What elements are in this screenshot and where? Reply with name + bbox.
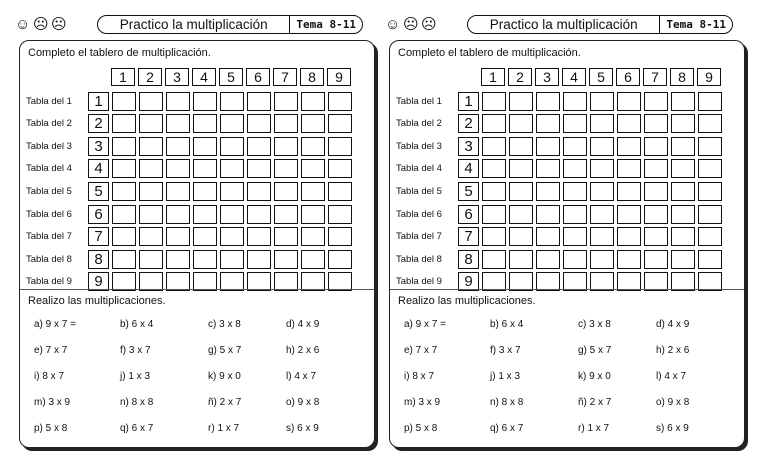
operation-item: g) 5 x 7 — [208, 345, 242, 356]
title-banner — [97, 15, 363, 34]
answer-cell[interactable] — [112, 250, 136, 269]
answer-cell[interactable] — [617, 227, 641, 246]
table-row — [26, 249, 352, 269]
row-label: Tabla del 9 — [396, 276, 442, 288]
worksheet-left — [15, 0, 383, 466]
column-number: 8 — [670, 68, 694, 86]
answer-cell[interactable] — [563, 137, 587, 156]
operation-item: o) 9 x 8 — [286, 397, 320, 408]
table-row — [396, 181, 722, 201]
table-instruction: Completo el tablero de multiplicación. — [398, 47, 581, 59]
row-label: Tabla del 8 — [396, 253, 442, 265]
answer-cell[interactable] — [166, 227, 190, 246]
answer-cell[interactable] — [563, 159, 587, 178]
row-label: Tabla del 7 — [26, 231, 72, 243]
answer-cell[interactable] — [112, 159, 136, 178]
answer-cell[interactable] — [301, 205, 325, 224]
answer-cell[interactable] — [247, 137, 271, 156]
operation-item: m) 3 x 9 — [404, 397, 441, 408]
operation-item: n) 8 x 8 — [490, 397, 524, 408]
answer-cell[interactable] — [193, 227, 217, 246]
operations-instruction: Realizo las multiplicaciones. — [28, 295, 166, 307]
answer-cell[interactable] — [698, 205, 722, 224]
answer-cell[interactable] — [590, 182, 614, 201]
answer-cell[interactable] — [166, 137, 190, 156]
answer-cell[interactable] — [509, 92, 533, 111]
operation-item: j) 1 x 3 — [490, 371, 521, 382]
answer-cell[interactable] — [509, 137, 533, 156]
answer-cell[interactable] — [274, 182, 298, 201]
operation-item: r) 1 x 7 — [578, 423, 610, 434]
answer-cell[interactable] — [166, 159, 190, 178]
answer-cell[interactable] — [301, 159, 325, 178]
answer-cell[interactable] — [220, 159, 244, 178]
answer-cell[interactable] — [220, 205, 244, 224]
sad-face-icon[interactable]: ☹ — [51, 16, 73, 33]
answer-cell[interactable] — [482, 92, 506, 111]
answer-cell[interactable] — [644, 182, 668, 201]
answer-cell[interactable] — [563, 114, 587, 133]
answer-cell[interactable] — [166, 182, 190, 201]
answer-cell[interactable] — [247, 250, 271, 269]
operation-item: p) 5 x 8 — [404, 423, 438, 434]
answer-cell[interactable] — [139, 182, 163, 201]
operation-item: q) 6 x 7 — [490, 423, 524, 434]
answer-cell[interactable] — [644, 250, 668, 269]
operation-item: a) 9 x 7 = — [34, 319, 76, 330]
answer-cell[interactable] — [301, 227, 325, 246]
answer-cell[interactable] — [139, 92, 163, 111]
operation-item: b) 6 x 4 — [490, 319, 524, 330]
answer-cell[interactable] — [644, 114, 668, 133]
answer-cell[interactable] — [220, 114, 244, 133]
answer-cell[interactable] — [563, 227, 587, 246]
row-label: Tabla del 3 — [396, 140, 442, 152]
answer-cells — [112, 182, 352, 201]
answer-cell[interactable] — [563, 205, 587, 224]
row-number: 6 — [458, 205, 479, 224]
answer-cells — [482, 137, 722, 156]
answer-cell[interactable] — [112, 227, 136, 246]
answer-cell[interactable] — [509, 114, 533, 133]
answer-cell[interactable] — [220, 250, 244, 269]
answer-cell[interactable] — [301, 137, 325, 156]
answer-cell[interactable] — [193, 159, 217, 178]
sad-face-icon[interactable]: ☹ — [421, 16, 443, 33]
operation-item: o) 9 x 8 — [656, 397, 690, 408]
answer-cells — [112, 92, 352, 111]
answer-cells — [482, 250, 722, 269]
row-number: 7 — [458, 227, 479, 246]
answer-cell[interactable] — [274, 250, 298, 269]
answer-cells — [112, 114, 352, 133]
answer-cell[interactable] — [247, 92, 271, 111]
answer-cell[interactable] — [536, 137, 560, 156]
row-number: 5 — [88, 182, 109, 201]
row-label: Tabla del 8 — [26, 253, 72, 265]
operation-item: a) 9 x 7 = — [404, 319, 446, 330]
operation-item: h) 2 x 6 — [286, 345, 320, 356]
answer-cell[interactable] — [671, 137, 695, 156]
operation-item: j) 1 x 3 — [120, 371, 151, 382]
answer-cell[interactable] — [482, 250, 506, 269]
smiley-face-icon[interactable]: ☺ — [15, 16, 37, 33]
answer-cell[interactable] — [563, 182, 587, 201]
operation-item: c) 3 x 8 — [208, 319, 241, 330]
column-number: 6 — [246, 68, 270, 86]
operation-item: p) 5 x 8 — [34, 423, 68, 434]
answer-cell[interactable] — [698, 114, 722, 133]
column-number: 1 — [111, 68, 135, 86]
answer-cell[interactable] — [644, 205, 668, 224]
answer-cell[interactable] — [698, 250, 722, 269]
row-label: Tabla del 2 — [26, 118, 72, 130]
row-label: Tabla del 4 — [26, 163, 72, 175]
table-row — [26, 159, 352, 179]
column-number: 4 — [192, 68, 216, 86]
column-number: 5 — [219, 68, 243, 86]
answer-cell[interactable] — [617, 92, 641, 111]
answer-cell[interactable] — [139, 205, 163, 224]
answer-cell[interactable] — [247, 159, 271, 178]
answer-cell[interactable] — [509, 159, 533, 178]
answer-cells — [112, 205, 352, 224]
answer-cell[interactable] — [274, 227, 298, 246]
answer-cell[interactable] — [644, 92, 668, 111]
row-label: Tabla del 5 — [26, 185, 72, 197]
exercise-card — [19, 40, 375, 448]
column-number: 4 — [562, 68, 586, 86]
answer-cell[interactable] — [193, 92, 217, 111]
row-number: 2 — [88, 114, 109, 133]
exercise-card — [389, 40, 745, 448]
answer-cell[interactable] — [328, 227, 352, 246]
worksheet-header — [15, 14, 375, 36]
operation-item: c) 3 x 8 — [578, 319, 611, 330]
answer-cell[interactable] — [536, 205, 560, 224]
operation-item: l) 4 x 7 — [286, 371, 317, 382]
answer-cell[interactable] — [617, 205, 641, 224]
operation-item: f) 3 x 7 — [490, 345, 521, 356]
answer-cell[interactable] — [671, 92, 695, 111]
smiley-face-icon[interactable]: ☺ — [385, 16, 407, 33]
row-label: Tabla del 9 — [26, 276, 72, 288]
column-number: 3 — [165, 68, 189, 86]
answer-cells — [482, 227, 722, 246]
table-row — [396, 204, 722, 224]
row-label: Tabla del 1 — [26, 95, 72, 107]
operation-item: ñ) 2 x 7 — [578, 397, 612, 408]
row-number: 7 — [88, 227, 109, 246]
rating-faces — [15, 14, 73, 36]
row-number: 9 — [458, 272, 479, 291]
table-row — [26, 204, 352, 224]
worksheet-title: Practico la multiplicación — [119, 17, 268, 32]
row-number: 8 — [458, 250, 479, 269]
answer-cell[interactable] — [536, 114, 560, 133]
answer-cell[interactable] — [112, 137, 136, 156]
answer-cell[interactable] — [193, 137, 217, 156]
answer-cell[interactable] — [247, 114, 271, 133]
answer-cell[interactable] — [328, 137, 352, 156]
operation-item: ñ) 2 x 7 — [208, 397, 242, 408]
section-divider — [20, 289, 374, 290]
table-row — [26, 227, 352, 247]
answer-cell[interactable] — [617, 159, 641, 178]
answer-cell[interactable] — [328, 205, 352, 224]
operation-item: m) 3 x 9 — [34, 397, 71, 408]
answer-cell[interactable] — [509, 205, 533, 224]
answer-cell[interactable] — [563, 92, 587, 111]
row-label: Tabla del 1 — [396, 95, 442, 107]
answer-cell[interactable] — [536, 182, 560, 201]
operation-item: i) 8 x 7 — [34, 371, 65, 382]
answer-cell[interactable] — [509, 250, 533, 269]
answer-cell[interactable] — [644, 159, 668, 178]
worksheet-title: Practico la multiplicación — [489, 17, 638, 32]
column-number: 9 — [697, 68, 721, 86]
row-number: 1 — [458, 92, 479, 111]
answer-cell[interactable] — [590, 114, 614, 133]
answer-cell[interactable] — [139, 159, 163, 178]
answer-cells — [112, 159, 352, 178]
row-number: 4 — [88, 159, 109, 178]
answer-cell[interactable] — [644, 227, 668, 246]
answer-cell[interactable] — [328, 92, 352, 111]
answer-cell[interactable] — [590, 92, 614, 111]
operation-item: g) 5 x 7 — [578, 345, 612, 356]
operation-item: r) 1 x 7 — [208, 423, 240, 434]
column-header-row — [111, 68, 351, 87]
answer-cells — [112, 250, 352, 269]
answer-cell[interactable] — [671, 205, 695, 224]
answer-cell[interactable] — [671, 182, 695, 201]
answer-cell[interactable] — [112, 114, 136, 133]
operation-item: s) 6 x 9 — [286, 423, 319, 434]
answer-cell[interactable] — [536, 159, 560, 178]
answer-cell[interactable] — [590, 205, 614, 224]
worksheet-right — [385, 0, 753, 466]
operation-item: e) 7 x 7 — [34, 345, 68, 356]
row-label: Tabla del 3 — [26, 140, 72, 152]
table-row — [396, 227, 722, 247]
row-label: Tabla del 6 — [26, 208, 72, 220]
rating-faces — [385, 14, 443, 36]
answer-cell[interactable] — [274, 159, 298, 178]
column-number: 7 — [643, 68, 667, 86]
operation-item: e) 7 x 7 — [404, 345, 438, 356]
row-number: 1 — [88, 92, 109, 111]
answer-cell[interactable] — [617, 137, 641, 156]
neutral-face-icon[interactable]: ☹ — [33, 16, 55, 33]
answer-cell[interactable] — [274, 114, 298, 133]
answer-cell[interactable] — [166, 92, 190, 111]
section-divider — [390, 289, 744, 290]
answer-cell[interactable] — [590, 137, 614, 156]
topic-label: Tema 8-11 — [289, 16, 362, 33]
row-number: 5 — [458, 182, 479, 201]
operation-item: h) 2 x 6 — [656, 345, 690, 356]
answer-cell[interactable] — [247, 205, 271, 224]
answer-cell[interactable] — [617, 114, 641, 133]
operation-item: d) 4 x 9 — [286, 319, 320, 330]
table-row — [26, 181, 352, 201]
operation-item: d) 4 x 9 — [656, 319, 690, 330]
neutral-face-icon[interactable]: ☹ — [403, 16, 425, 33]
answer-cell[interactable] — [482, 159, 506, 178]
column-number: 2 — [508, 68, 532, 86]
operation-item: f) 3 x 7 — [120, 345, 151, 356]
operation-item: b) 6 x 4 — [120, 319, 154, 330]
answer-cell[interactable] — [698, 182, 722, 201]
answer-cell[interactable] — [536, 250, 560, 269]
answer-cell[interactable] — [671, 227, 695, 246]
answer-cell[interactable] — [671, 159, 695, 178]
answer-cell[interactable] — [112, 182, 136, 201]
worksheet-header — [385, 14, 745, 36]
answer-cell[interactable] — [617, 182, 641, 201]
answer-cell[interactable] — [328, 159, 352, 178]
answer-cell[interactable] — [112, 205, 136, 224]
answer-cell[interactable] — [698, 137, 722, 156]
table-row — [396, 249, 722, 269]
table-row — [396, 91, 722, 111]
row-number: 4 — [458, 159, 479, 178]
answer-cells — [482, 92, 722, 111]
answer-cell[interactable] — [139, 137, 163, 156]
answer-cell[interactable] — [328, 182, 352, 201]
column-number: 5 — [589, 68, 613, 86]
row-number: 9 — [88, 272, 109, 291]
answer-cell[interactable] — [482, 227, 506, 246]
table-instruction: Completo el tablero de multiplicación. — [28, 47, 211, 59]
answer-cell[interactable] — [301, 92, 325, 111]
answer-cell[interactable] — [563, 250, 587, 269]
answer-cell[interactable] — [220, 92, 244, 111]
answer-cells — [482, 114, 722, 133]
answer-cell[interactable] — [301, 182, 325, 201]
answer-cell[interactable] — [112, 92, 136, 111]
answer-cell[interactable] — [698, 227, 722, 246]
row-label: Tabla del 6 — [396, 208, 442, 220]
answer-cell[interactable] — [193, 250, 217, 269]
column-number: 8 — [300, 68, 324, 86]
answer-cell[interactable] — [482, 182, 506, 201]
answer-cell[interactable] — [247, 182, 271, 201]
topic-label: Tema 8-11 — [659, 16, 732, 33]
column-number: 7 — [273, 68, 297, 86]
answer-cell[interactable] — [509, 182, 533, 201]
answer-cell[interactable] — [139, 227, 163, 246]
column-number: 1 — [481, 68, 505, 86]
answer-cell[interactable] — [193, 205, 217, 224]
answer-cell[interactable] — [193, 114, 217, 133]
answer-cell[interactable] — [220, 137, 244, 156]
row-number: 6 — [88, 205, 109, 224]
answer-cell[interactable] — [166, 205, 190, 224]
answer-cell[interactable] — [671, 250, 695, 269]
operation-item: n) 8 x 8 — [120, 397, 154, 408]
row-number: 8 — [88, 250, 109, 269]
operation-item: k) 9 x 0 — [208, 371, 241, 382]
answer-cells — [112, 137, 352, 156]
answer-cells — [482, 205, 722, 224]
answer-cell[interactable] — [166, 114, 190, 133]
row-number: 3 — [88, 137, 109, 156]
operation-item: q) 6 x 7 — [120, 423, 154, 434]
operation-item: i) 8 x 7 — [404, 371, 435, 382]
table-row — [396, 159, 722, 179]
answer-cell[interactable] — [166, 250, 190, 269]
operations-instruction: Realizo las multiplicaciones. — [398, 295, 536, 307]
answer-cells — [112, 227, 352, 246]
column-number: 2 — [138, 68, 162, 86]
answer-cell[interactable] — [139, 250, 163, 269]
operation-item: l) 4 x 7 — [656, 371, 687, 382]
row-label: Tabla del 7 — [396, 231, 442, 243]
answer-cell[interactable] — [274, 205, 298, 224]
answer-cell[interactable] — [671, 114, 695, 133]
operation-item: k) 9 x 0 — [578, 371, 611, 382]
answer-cell[interactable] — [247, 227, 271, 246]
column-header-row — [481, 68, 721, 87]
answer-cell[interactable] — [274, 92, 298, 111]
answer-cell[interactable] — [328, 114, 352, 133]
column-number: 6 — [616, 68, 640, 86]
answer-cell[interactable] — [536, 92, 560, 111]
row-label: Tabla del 5 — [396, 185, 442, 197]
row-number: 3 — [458, 137, 479, 156]
answer-cell[interactable] — [644, 137, 668, 156]
table-row — [396, 114, 722, 134]
operation-item: s) 6 x 9 — [656, 423, 689, 434]
answer-cell[interactable] — [274, 137, 298, 156]
answer-cell[interactable] — [220, 227, 244, 246]
row-label: Tabla del 4 — [396, 163, 442, 175]
answer-cells — [482, 182, 722, 201]
answer-cell[interactable] — [698, 92, 722, 111]
table-row — [26, 136, 352, 156]
answer-cell[interactable] — [220, 182, 244, 201]
answer-cell[interactable] — [590, 227, 614, 246]
title-banner — [467, 15, 733, 34]
table-row — [26, 91, 352, 111]
answer-cell[interactable] — [301, 114, 325, 133]
answer-cell[interactable] — [482, 205, 506, 224]
row-number: 2 — [458, 114, 479, 133]
table-row — [26, 114, 352, 134]
column-number: 3 — [535, 68, 559, 86]
row-label: Tabla del 2 — [396, 118, 442, 130]
answer-cell[interactable] — [590, 250, 614, 269]
answer-cell[interactable] — [193, 182, 217, 201]
column-number: 9 — [327, 68, 351, 86]
answer-cell[interactable] — [536, 227, 560, 246]
answer-cell[interactable] — [509, 227, 533, 246]
answer-cells — [482, 159, 722, 178]
table-row — [396, 136, 722, 156]
answer-cell[interactable] — [301, 250, 325, 269]
answer-cell[interactable] — [482, 114, 506, 133]
answer-cell[interactable] — [328, 250, 352, 269]
answer-cell[interactable] — [590, 159, 614, 178]
answer-cell[interactable] — [698, 159, 722, 178]
answer-cell[interactable] — [482, 137, 506, 156]
answer-cell[interactable] — [617, 250, 641, 269]
answer-cell[interactable] — [139, 114, 163, 133]
